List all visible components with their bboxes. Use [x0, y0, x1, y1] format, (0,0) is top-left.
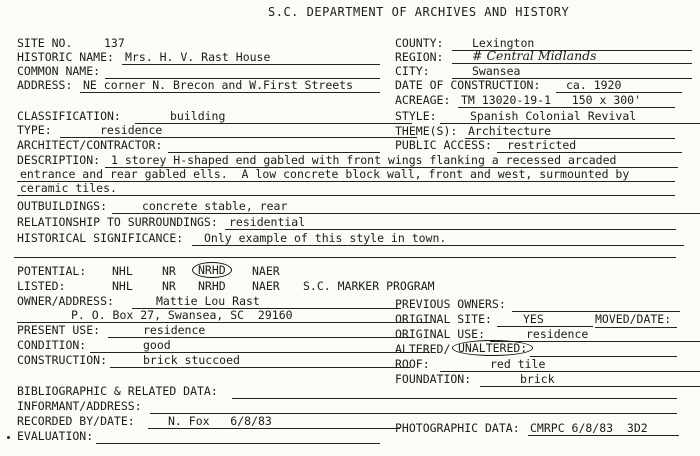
classification-value: building	[135, 109, 412, 124]
significance-label: HISTORICAL SIGNIFICANCE:	[17, 231, 184, 245]
present-use-label: PRESENT USE:	[17, 323, 101, 337]
outbuildings-value: concrete stable, rear	[112, 199, 700, 214]
themes-label: THEME(S):	[395, 124, 458, 138]
listed-nhl: NHL	[112, 279, 133, 293]
construction-label: CONSTRUCTION:	[17, 353, 108, 367]
condition-label: CONDITION:	[17, 338, 87, 352]
photographic-value: CMRPC 6/8/83 3D2	[528, 421, 679, 436]
classification-label: CLASSIFICATION:	[17, 109, 121, 123]
original-site-value: YES	[497, 312, 593, 327]
potential-nhl: NHL	[112, 264, 133, 278]
owner-label: OWNER/ADDRESS:	[17, 294, 114, 308]
form-title: S.C. DEPARTMENT OF ARCHIVES AND HISTORY	[268, 5, 570, 19]
informant-label: INFORMANT/ADDRESS:	[17, 399, 142, 413]
county-value: Lexington	[452, 36, 692, 51]
date-construction-label: DATE OF CONSTRUCTION:	[395, 78, 541, 92]
listed-naer: NAER	[252, 279, 280, 293]
city-value: Swansea	[452, 64, 692, 79]
owner-name: Mattie Lou Rast	[132, 294, 401, 309]
listed-label: LISTED:	[17, 279, 66, 293]
potential-nrhd-circled: NRHD	[192, 262, 232, 278]
potential-label: POTENTIAL:	[17, 264, 87, 278]
common-name-value	[105, 64, 380, 79]
historic-name-label: HISTORIC NAME:	[17, 50, 114, 64]
city-label: CITY:	[395, 64, 430, 78]
roof-value: red tile	[440, 357, 700, 372]
moved-date-label: MOVED/DATE:	[595, 312, 672, 326]
relationship-label: RELATIONSHIP TO SURROUNDINGS:	[17, 215, 218, 229]
photographic-label: PHOTOGRAPHIC DATA:	[395, 421, 520, 435]
previous-owners-label: PREVIOUS OWNERS:	[395, 297, 506, 311]
potential-naer: NAER	[252, 264, 280, 278]
roof-label: ROOF:	[395, 357, 430, 371]
type-label: TYPE:	[17, 123, 52, 137]
owner-address: P. O. Box 27, Swansea, SC 29160	[17, 308, 431, 323]
marker-program: S.C. MARKER PROGRAM	[303, 279, 435, 293]
architect-label: ARCHITECT/CONTRACTOR:	[17, 138, 163, 152]
region-label: REGION:	[395, 50, 444, 64]
potential-nr: NR	[162, 264, 176, 278]
foundation-label: FOUNDATION:	[395, 372, 472, 386]
foundation-value: brick	[480, 372, 700, 387]
section-divider	[14, 257, 676, 258]
public-access-value: restricted	[497, 138, 682, 153]
address-value: NE corner N. Brecon and W.First Streets	[80, 78, 380, 93]
style-value: Spanish Colonial Revival	[440, 109, 700, 124]
bibliographic-line	[232, 398, 677, 399]
significance-value: Only example of this style in town.	[192, 231, 684, 246]
present-use-value: residence	[108, 323, 412, 338]
original-use-label: ORIGINAL USE:	[395, 327, 486, 341]
region-value: # Central Midlands	[452, 49, 692, 64]
recorded-by-label: RECORDED BY/DATE:	[17, 414, 135, 428]
altered-label: ALTERED/	[395, 342, 451, 356]
description-line-1: 1 storey H-shaped end gabled with front wings flanking a recessed arcaded	[105, 153, 678, 168]
original-use-value: residence	[490, 327, 700, 342]
address-label: ADDRESS:	[17, 78, 73, 92]
listed-nrhd: NRHD	[198, 279, 226, 293]
site-no-value: 137	[104, 36, 125, 50]
evaluation-label: EVALUATION:	[17, 429, 94, 443]
condition-value: good	[90, 338, 430, 353]
outbuildings-label: OUTBUILDINGS:	[17, 199, 108, 213]
date-construction-value: ca. 1920	[556, 78, 682, 93]
stray-mark	[7, 436, 10, 439]
public-access-label: PUBLIC ACCESS:	[395, 138, 492, 152]
listed-nr: NR	[162, 279, 176, 293]
architect-value	[168, 138, 380, 153]
description-line-2: entrance and rear gabled ells. A low concrete block wall, front and west, surmounted by	[17, 167, 675, 182]
type-value: residence	[60, 123, 417, 138]
original-site-label: ORIGINAL SITE:	[395, 312, 492, 326]
bibliographic-label: BIBLIOGRAPHIC & RELATED DATA:	[17, 384, 218, 398]
themes-value: Architecture	[465, 124, 675, 139]
relationship-value: residential	[225, 215, 676, 230]
previous-owners-value	[512, 297, 680, 312]
style-label: STYLE:	[395, 109, 437, 123]
construction-value: brick stuccoed	[110, 353, 410, 368]
historic-name-value: Mrs. H. V. Rast House	[122, 50, 380, 65]
recorded-by-value: N. Fox 6/8/83	[148, 414, 400, 429]
county-label: COUNTY:	[395, 36, 444, 50]
unaltered-circled: UNALTERED:	[452, 340, 533, 356]
evaluation-line	[96, 443, 380, 444]
description-label: DESCRIPTION:	[17, 153, 101, 167]
acreage-label: ACREAGE:	[395, 93, 451, 107]
common-name-label: COMMON NAME:	[17, 64, 101, 78]
site-no-label: SITE NO.	[17, 36, 73, 50]
description-line-3: ceramic tiles.	[17, 181, 675, 196]
acreage-value: TM 13020-19-1 150 x 300'	[458, 93, 675, 108]
